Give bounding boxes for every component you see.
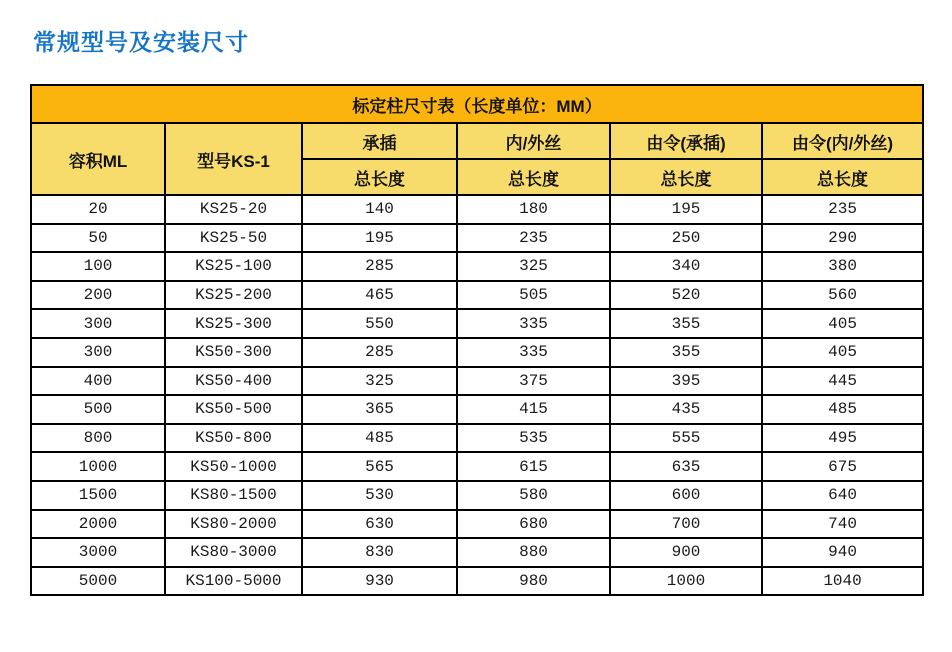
union-thread-length-cell: 405 [762, 338, 923, 367]
volume-cell: 300 [31, 338, 165, 367]
socket-length-cell: 565 [302, 452, 457, 481]
table-row [31, 367, 923, 396]
union-thread-length-cell: 445 [762, 367, 923, 396]
thread-length-cell: 535 [457, 424, 610, 453]
union-thread-length-cell: 235 [762, 195, 923, 224]
volume-cell: 300 [31, 309, 165, 338]
model-cell: KS50-800 [165, 424, 302, 453]
thread-length-cell: 335 [457, 338, 610, 367]
socket-length-cell: 195 [302, 224, 457, 253]
socket-length-cell: 285 [302, 338, 457, 367]
subheader-total-length-socket: 总长度 [302, 159, 457, 195]
table-row [31, 510, 923, 539]
model-cell: KS25-50 [165, 224, 302, 253]
socket-length-cell: 830 [302, 538, 457, 567]
socket-length-cell: 930 [302, 567, 457, 596]
subheader-total-length-union-thread: 总长度 [762, 159, 923, 195]
volume-cell: 1500 [31, 481, 165, 510]
volume-cell: 5000 [31, 567, 165, 596]
model-cell: KS50-300 [165, 338, 302, 367]
socket-length-cell: 630 [302, 510, 457, 539]
union-thread-length-cell: 560 [762, 281, 923, 310]
table-row [31, 252, 923, 281]
union-socket-length-cell: 250 [610, 224, 762, 253]
group-header-socket: 承插 [302, 123, 457, 159]
union-thread-length-cell: 380 [762, 252, 923, 281]
model-cell: KS25-200 [165, 281, 302, 310]
union-socket-length-cell: 395 [610, 367, 762, 396]
thread-length-cell: 880 [457, 538, 610, 567]
table-body [31, 195, 923, 595]
subheader-total-length-union-socket: 总长度 [610, 159, 762, 195]
union-thread-length-cell: 485 [762, 395, 923, 424]
union-thread-length-cell: 1040 [762, 567, 923, 596]
socket-length-cell: 285 [302, 252, 457, 281]
socket-length-cell: 530 [302, 481, 457, 510]
volume-cell: 200 [31, 281, 165, 310]
table-row [31, 395, 923, 424]
union-thread-length-cell: 940 [762, 538, 923, 567]
model-cell: KS25-300 [165, 309, 302, 338]
model-cell: KS50-1000 [165, 452, 302, 481]
table-row [31, 452, 923, 481]
union-socket-length-cell: 700 [610, 510, 762, 539]
table-row [31, 309, 923, 338]
socket-length-cell: 325 [302, 367, 457, 396]
table-row [31, 195, 923, 224]
union-socket-length-cell: 355 [610, 309, 762, 338]
table-row [31, 424, 923, 453]
union-thread-length-cell: 290 [762, 224, 923, 253]
thread-length-cell: 415 [457, 395, 610, 424]
volume-cell: 20 [31, 195, 165, 224]
union-thread-length-cell: 740 [762, 510, 923, 539]
union-socket-length-cell: 520 [610, 281, 762, 310]
union-socket-length-cell: 340 [610, 252, 762, 281]
group-header-union-socket: 由令(承插) [610, 123, 762, 159]
thread-length-cell: 680 [457, 510, 610, 539]
model-column-header: 型号KS-1 [165, 123, 302, 195]
volume-cell: 50 [31, 224, 165, 253]
table-row [31, 481, 923, 510]
thread-length-cell: 980 [457, 567, 610, 596]
socket-length-cell: 465 [302, 281, 457, 310]
union-thread-length-cell: 640 [762, 481, 923, 510]
socket-length-cell: 365 [302, 395, 457, 424]
thread-length-cell: 615 [457, 452, 610, 481]
table-title: 标定柱尺寸表（长度单位：MM） [31, 85, 923, 123]
spec-table [30, 84, 924, 596]
socket-length-cell: 140 [302, 195, 457, 224]
thread-length-cell: 375 [457, 367, 610, 396]
model-cell: KS100-5000 [165, 567, 302, 596]
thread-length-cell: 325 [457, 252, 610, 281]
union-socket-length-cell: 900 [610, 538, 762, 567]
volume-column-header: 容积ML [31, 123, 165, 195]
union-socket-length-cell: 435 [610, 395, 762, 424]
union-socket-length-cell: 600 [610, 481, 762, 510]
volume-cell: 800 [31, 424, 165, 453]
union-socket-length-cell: 635 [610, 452, 762, 481]
model-cell: KS80-1500 [165, 481, 302, 510]
volume-cell: 500 [31, 395, 165, 424]
model-cell: KS80-3000 [165, 538, 302, 567]
volume-cell: 400 [31, 367, 165, 396]
thread-length-cell: 235 [457, 224, 610, 253]
union-socket-length-cell: 195 [610, 195, 762, 224]
volume-cell: 2000 [31, 510, 165, 539]
union-thread-length-cell: 675 [762, 452, 923, 481]
table-row [31, 338, 923, 367]
thread-length-cell: 180 [457, 195, 610, 224]
subheader-total-length-thread: 总长度 [457, 159, 610, 195]
socket-length-cell: 485 [302, 424, 457, 453]
model-cell: KS25-100 [165, 252, 302, 281]
model-cell: KS50-500 [165, 395, 302, 424]
volume-cell: 1000 [31, 452, 165, 481]
table-title-row [31, 85, 923, 123]
model-cell: KS25-20 [165, 195, 302, 224]
table-group-header-row [31, 123, 923, 159]
thread-length-cell: 335 [457, 309, 610, 338]
socket-length-cell: 550 [302, 309, 457, 338]
volume-cell: 3000 [31, 538, 165, 567]
group-header-thread: 内/外丝 [457, 123, 610, 159]
table-row [31, 538, 923, 567]
thread-length-cell: 505 [457, 281, 610, 310]
table-row [31, 224, 923, 253]
table-row [31, 567, 923, 596]
union-socket-length-cell: 1000 [610, 567, 762, 596]
union-thread-length-cell: 495 [762, 424, 923, 453]
union-socket-length-cell: 555 [610, 424, 762, 453]
group-header-union-thread: 由令(内/外丝) [762, 123, 923, 159]
union-socket-length-cell: 355 [610, 338, 762, 367]
union-thread-length-cell: 405 [762, 309, 923, 338]
page-title: 常规型号及安装尺寸 [33, 29, 249, 55]
table-row [31, 281, 923, 310]
thread-length-cell: 580 [457, 481, 610, 510]
volume-cell: 100 [31, 252, 165, 281]
model-cell: KS80-2000 [165, 510, 302, 539]
model-cell: KS50-400 [165, 367, 302, 396]
